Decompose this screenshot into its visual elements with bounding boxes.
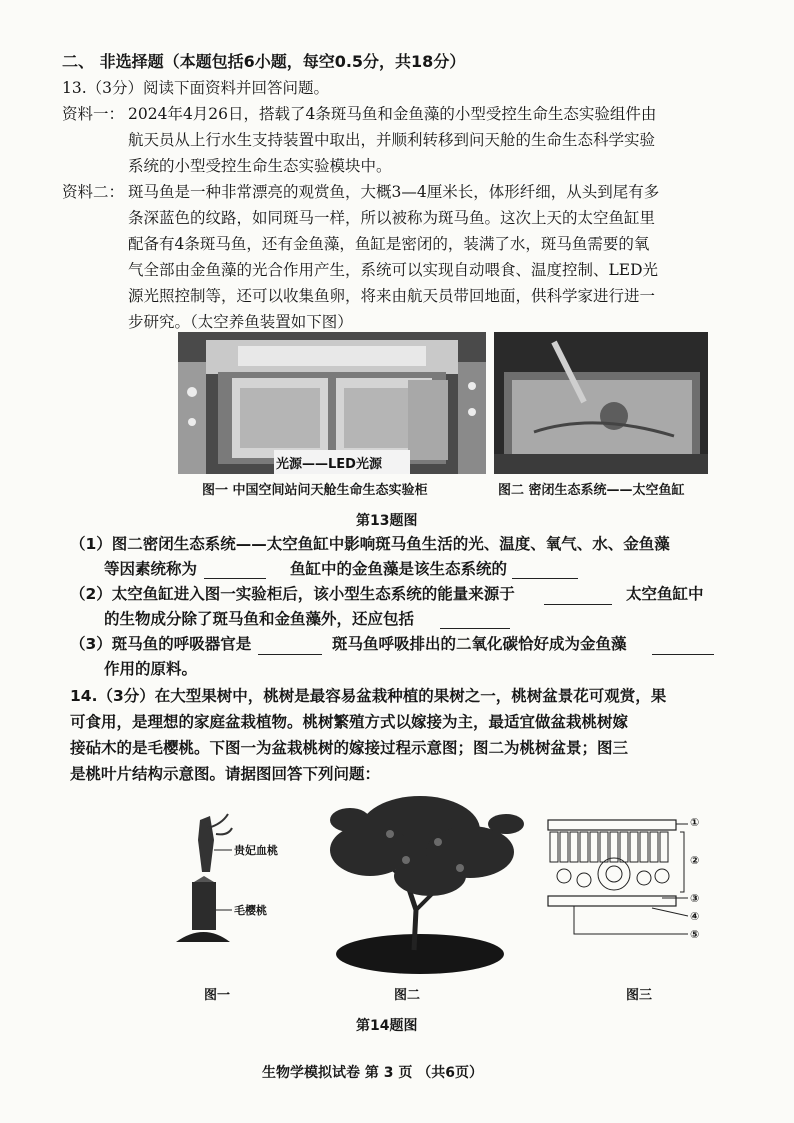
answer-blank[interactable] — [544, 586, 612, 605]
experiment-cabinet-photo — [178, 332, 486, 474]
q14-figure-caption: 第14题图 — [356, 1018, 418, 1034]
material-2-line: 配备有4条斑马鱼，还有金鱼藻，鱼缸是密闭的，装满了水，斑马鱼需要的氧 — [128, 235, 650, 253]
material-1-line: 航天员从上行水生支持装置中取出，并顺利转移到问天舱的生命生态科学实验 — [128, 131, 656, 149]
material-2-line: 步研究。（太空养鱼装置如下图） — [128, 313, 353, 331]
material-2-line: 斑马鱼是一种非常漂亮的观赏鱼，大概3—4厘米长，体形纤细，从头到尾有多 — [128, 183, 660, 201]
section-title: 二、 非选择题（本题包括6小题，每空0.5分，共18分） — [62, 52, 466, 71]
answer-blank[interactable] — [258, 636, 322, 655]
material-1-line: 2024年4月26日，搭载了4条斑马鱼和金鱼藻的小型受控生命生态实验组件由 — [128, 105, 657, 123]
fish-tank-photo — [494, 332, 708, 474]
material-1-label: 资料一： — [62, 105, 125, 123]
answer-blank[interactable] — [512, 560, 578, 579]
leaf-label-1: ① — [690, 816, 700, 829]
answer-blank[interactable] — [204, 560, 266, 579]
q13-sub3-prompt: 斑马鱼呼吸排出的二氧化碳恰好成为金鱼藻 — [332, 635, 627, 653]
leaf-label-4: ④ — [690, 910, 700, 923]
q13-sub1-prompt: 等因素统称为 — [104, 560, 198, 578]
q13-figure-caption: 第13题图 — [356, 513, 418, 529]
leaf-label-3: ③ — [690, 892, 700, 905]
answer-blank[interactable] — [652, 636, 714, 655]
material-2-label: 资料二： — [62, 183, 125, 201]
leaf-label-2: ② — [690, 854, 700, 867]
material-1-line: 系统的小型受控生命生态实验模块中。 — [128, 157, 392, 175]
label-scion: 贵妃血桃 — [234, 844, 278, 857]
q14-stem-line: 接砧木的是毛樱桃。下图一为盆栽桃树的嫁接过程示意图；图二为桃树盆景；图三 — [70, 739, 629, 757]
grafting-diagram — [170, 810, 290, 960]
label-rootstock: 毛樱桃 — [234, 904, 267, 917]
fig3-label: 图三 — [626, 988, 653, 1003]
page-footer: 生物学模拟试卷 第 3 页 （共6页） — [262, 1065, 483, 1081]
q14-stem-line: 14.（3分）在大型果树中，桃树是最容易盆栽种植的果树之一，桃树盆景花可观赏，果 — [70, 687, 667, 705]
bonsai-tree-image — [310, 790, 530, 980]
q13-sub3-prompt: （3）斑马鱼的呼吸器官是 — [70, 635, 252, 653]
material-2-line: 气全部由金鱼藻的光合作用产生，系统可以实现自动喂食、温度控制、LED光 — [128, 261, 659, 279]
photo1-overlay-label: 光源——LED光源 — [276, 457, 382, 472]
photo2-caption: 图二 密闭生态系统——太空鱼缸 — [498, 483, 685, 498]
q13-sub2-prompt: 的生物成分除了斑马鱼和金鱼藻外，还应包括 — [104, 610, 415, 628]
material-2-line: 条深蓝色的纹路，如同斑马一样，所以被称为斑马鱼。这次上天的太空鱼缸里 — [128, 209, 656, 227]
fig2-label: 图二 — [394, 988, 421, 1003]
q13-sub2-prompt: （2）太空鱼缸进入图一实验柜后，该小型生态系统的能量来源于 — [70, 585, 515, 603]
leaf-structure-diagram — [544, 816, 714, 946]
q13-stem: 13.（3分）阅读下面资料并回答问题。 — [62, 79, 330, 97]
q14-stem-line: 可食用，是理想的家庭盆栽植物。桃树繁殖方式以嫁接为主，最适宜做盆栽桃树嫁 — [70, 713, 629, 731]
leaf-label-5: ⑤ — [690, 928, 700, 941]
answer-blank[interactable] — [440, 610, 510, 629]
q13-sub2-prompt: 太空鱼缸中 — [626, 585, 704, 603]
q14-stem-line: 是桃叶片结构示意图。请据图回答下列问题： — [70, 765, 381, 783]
q13-sub3-prompt: 作用的原料。 — [104, 660, 198, 678]
material-2-line: 源光照控制等，还可以收集鱼卵，将来由航天员带回地面，供科学家进行进一 — [128, 287, 656, 305]
photo1-caption: 图一 中国空间站问天舱生命生态实验柜 — [202, 483, 428, 498]
fig1-label: 图一 — [204, 988, 231, 1003]
q13-sub1-prompt: 鱼缸中的金鱼藻是该生态系统的 — [290, 560, 508, 578]
q13-sub1-line: （1）图二密闭生态系统——太空鱼缸中影响斑马鱼生活的光、温度、氧气、水、金鱼藻 — [70, 535, 670, 553]
